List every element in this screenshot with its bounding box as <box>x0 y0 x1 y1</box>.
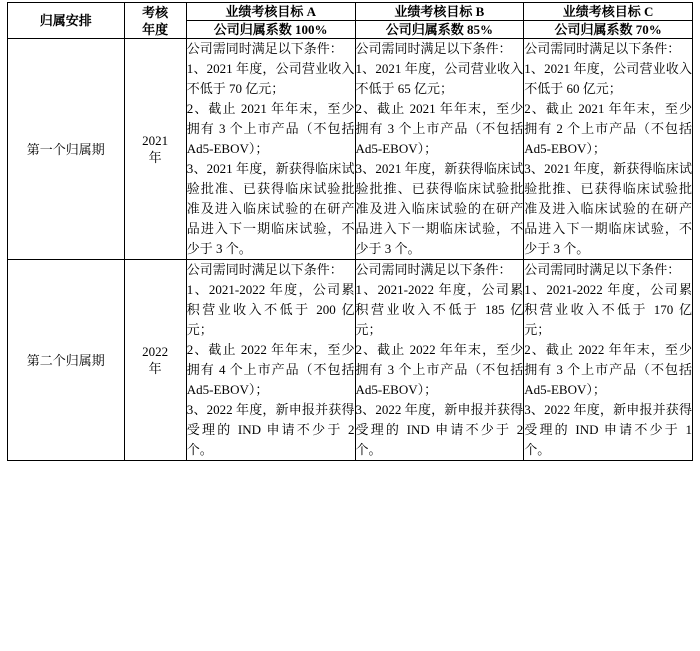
row-period-1: 第一个归属期 <box>8 39 125 260</box>
row-year-2-line2: 年 <box>148 361 162 376</box>
condition-intro: 公司需同时满足以下条件： <box>355 262 512 277</box>
condition-intro: 公司需同时满足以下条件： <box>524 262 681 277</box>
row-2-target-c <box>524 260 693 461</box>
row-year-1-line1: 2021 <box>142 133 169 148</box>
condition-2: 2、截止 2022 年年末，至少拥有 3 个上市产品（不包括 Ad5-EBOV）； <box>355 342 524 397</box>
row-year-1 <box>124 39 186 260</box>
row-year-2 <box>124 260 186 461</box>
condition-3: 3、2021 年度，新获得临床试验批推、已获得临床试验批准及进入临床试验的在研产品进入下一期临床试验，不少于 3 个。 <box>355 161 524 256</box>
header-year <box>124 3 186 39</box>
condition-1: 1、2021 年度，公司营业收入不低于 65 亿元； <box>355 61 524 96</box>
vesting-schedule-table <box>7 2 693 461</box>
condition-1: 1、2021 年度，公司营业收入不低于 70 亿元； <box>186 61 355 96</box>
row-year-1-line2: 年 <box>148 150 162 165</box>
condition-3: 3、2022 年度，新申报并获得受理的 IND 申请不少于 2 个。 <box>186 402 355 457</box>
row-1-target-b <box>355 39 524 260</box>
condition-3: 3、2021 年度，新获得临床试验批准、已获得临床试验批准及进入临床试验的在研产品进入下一期临床试验，不少于 3 个。 <box>186 161 355 256</box>
row-2-target-b <box>355 260 524 461</box>
header-coefficient-b: 公司归属系数 85% <box>355 21 524 39</box>
header-coefficient-a: 公司归属系数 100% <box>186 21 355 39</box>
header-year-line2: 年度 <box>142 21 169 37</box>
header-coefficient-c: 公司归属系数 70% <box>524 21 693 39</box>
row-2-target-a <box>186 260 355 461</box>
condition-2: 2、截止 2021 年年末，至少拥有 3 个上市产品（不包括 Ad5-EBOV）； <box>186 101 355 156</box>
header-period: 归属安排 <box>8 3 125 39</box>
condition-2: 2、截止 2022 年年末，至少拥有 3 个上市产品（不包括 Ad5-EBOV）； <box>524 342 692 397</box>
condition-1: 1、2021-2022 年度，公司累积营业收入不低于 170 亿元； <box>524 282 692 337</box>
header-target-b: 业绩考核目标 B <box>355 3 524 21</box>
condition-3: 3、2022 年度，新申报并获得受理的 IND 申请不少于 1 个。 <box>524 402 692 457</box>
header-year-line1: 考核 <box>142 4 169 20</box>
condition-1: 1、2021-2022 年度，公司累积营业收入不低于 185 亿元； <box>355 282 524 337</box>
table-row <box>8 260 693 461</box>
condition-1: 1、2021-2022 年度，公司累积营业收入不低于 200 亿元； <box>186 282 355 337</box>
condition-intro: 公司需同时满足以下条件： <box>186 41 343 56</box>
condition-3: 3、2021 年度，新获得临床试验批推、已获得临床试验批准及进入临床试验的在研产品进入下一期临床试验，不少于 3 个。 <box>524 161 692 256</box>
row-period-2: 第二个归属期 <box>8 260 125 461</box>
condition-1: 1、2021 年度，公司营业收入不低于 60 亿元； <box>524 61 692 96</box>
header-target-c: 业绩考核目标 C <box>524 3 693 21</box>
condition-3: 3、2022 年度，新申报并获得受理的 IND 申请不少于 2 个。 <box>355 402 524 457</box>
condition-intro: 公司需同时满足以下条件： <box>524 41 681 56</box>
condition-intro: 公司需同时满足以下条件： <box>355 41 512 56</box>
condition-intro: 公司需同时满足以下条件： <box>186 262 343 277</box>
table-row <box>8 39 693 260</box>
condition-2: 2、截止 2021 年年末，至少拥有 3 个上市产品（不包括 Ad5-EBOV）； <box>355 101 524 156</box>
document-page <box>0 2 700 651</box>
table-header-row-1 <box>8 3 693 21</box>
condition-2: 2、截止 2021 年年末，至少拥有 2 个上市产品（不包括 Ad5-EBOV）； <box>524 101 692 156</box>
header-target-a: 业绩考核目标 A <box>186 3 355 21</box>
row-year-2-line1: 2022 <box>142 344 169 359</box>
row-1-target-c <box>524 39 693 260</box>
condition-2: 2、截止 2022 年年末，至少拥有 4 个上市产品（不包括 Ad5-EBOV）； <box>186 342 355 397</box>
row-1-target-a <box>186 39 355 260</box>
